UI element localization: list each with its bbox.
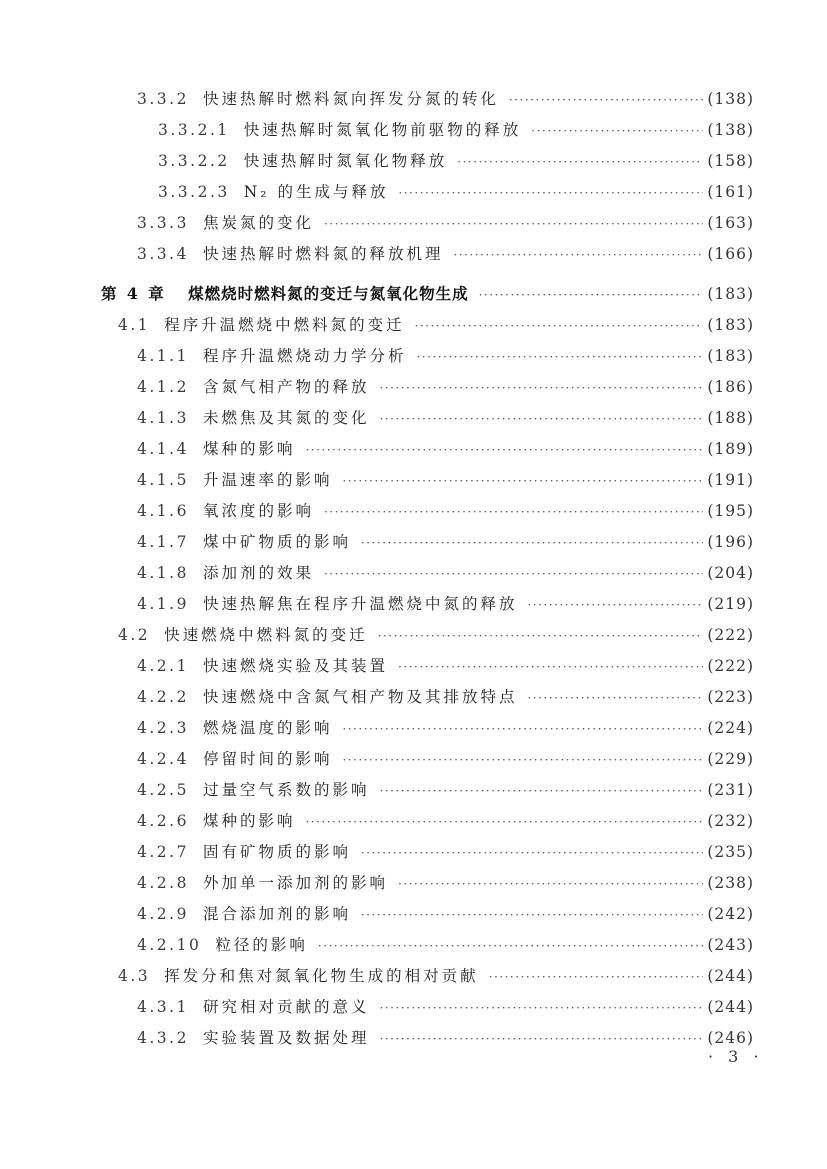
- leader-dots: [342, 474, 703, 488]
- toc-entry: [137, 716, 754, 744]
- entry-title: 快速热解时氮氧化物前驱物的释放: [243, 121, 522, 139]
- entry-title: 快速热解时氮氧化物释放: [243, 152, 448, 170]
- leader-dots: [324, 567, 703, 581]
- toc-entry: [137, 871, 754, 899]
- entry-page: (235): [707, 843, 754, 861]
- entry-page: (246): [707, 1029, 754, 1047]
- entry-title: 混合添加剂的影响: [202, 905, 351, 923]
- toc-entry: [118, 313, 754, 341]
- entry-title: 未燃焦及其氮的变化: [202, 409, 370, 427]
- entry-number: 4.3.2: [137, 1029, 189, 1047]
- entry-title: 煤种的影响: [202, 812, 296, 830]
- entry-number: 4.2.2: [137, 688, 189, 706]
- entry-page: (166): [707, 245, 754, 263]
- toc-entry: [137, 530, 754, 558]
- toc-entry: [158, 180, 754, 208]
- chapter-title: 煤燃烧时燃料氮的变迁与氮氧化物生成: [188, 284, 469, 303]
- entry-page: (244): [707, 998, 754, 1016]
- entry-title: N₂ 的生成与释放: [243, 183, 389, 201]
- entry-title: 焦炭氮的变化: [202, 214, 314, 232]
- toc-entry: [137, 406, 754, 434]
- entry-page: (229): [707, 750, 754, 768]
- leader-dots: [342, 722, 703, 736]
- entry-page: (224): [707, 719, 754, 737]
- toc-entry: [137, 375, 754, 403]
- entry-number: 4.2: [118, 626, 151, 644]
- entry-page: (186): [707, 378, 754, 396]
- toc-entry: [137, 685, 754, 713]
- entry-page: (183): [707, 347, 754, 365]
- entry-title: 快速热解时燃料氮向挥发分氮的转化: [202, 90, 499, 108]
- entry-number: 4.1.7: [137, 533, 189, 551]
- toc-entry: [137, 747, 754, 775]
- entry-page: (222): [707, 626, 754, 644]
- entry-page: (238): [707, 874, 754, 892]
- entry-number: 4.1.2: [137, 378, 189, 396]
- entry-title: 挥发分和焦对氮氧化物生成的相对贡献: [164, 967, 479, 985]
- entry-number: 3.3.2.2: [158, 152, 230, 170]
- leader-dots: [489, 970, 704, 984]
- entry-page: (232): [707, 812, 754, 830]
- entry-title: 程序升温燃烧中燃料氮的变迁: [164, 316, 405, 334]
- leader-dots: [416, 350, 703, 364]
- chapter-number: 第 4 章: [101, 284, 167, 303]
- entry-number: 4.2.9: [137, 905, 189, 923]
- leader-dots: [457, 155, 703, 169]
- entry-number: 4.1.9: [137, 595, 189, 613]
- entry-number: 4.1.1: [137, 347, 189, 365]
- entry-title: 过量空气系数的影响: [202, 781, 370, 799]
- entry-page: (138): [707, 90, 754, 108]
- entry-number: 3.3.4: [137, 245, 189, 263]
- leader-dots: [379, 381, 703, 395]
- entry-title: 快速燃烧中含氮气相产物及其排放特点: [202, 688, 518, 706]
- entry-page: (223): [707, 688, 754, 706]
- leader-dots: [361, 846, 703, 860]
- toc-entry: [137, 654, 754, 682]
- entry-page: (183): [707, 285, 754, 303]
- entry-page: (222): [707, 657, 754, 675]
- entry-page: (188): [707, 409, 754, 427]
- entry-number: 4.1: [118, 316, 151, 334]
- entry-title: 添加剂的效果: [202, 564, 314, 582]
- leader-dots: [305, 815, 703, 829]
- entry-number: 4.2.5: [137, 781, 189, 799]
- entry-number: 3.3.3: [137, 214, 189, 232]
- entry-number: 4.2.6: [137, 812, 189, 830]
- toc-entry: [137, 437, 754, 465]
- entry-number: 4.2.7: [137, 843, 189, 861]
- entry-title: 停留时间的影响: [202, 750, 333, 768]
- leader-dots: [361, 536, 703, 550]
- entry-page: (191): [707, 471, 754, 489]
- entry-number: 4.1.3: [137, 409, 189, 427]
- entry-title: 粒径的影响: [215, 936, 308, 954]
- leader-dots: [342, 753, 703, 767]
- leader-dots: [479, 288, 704, 302]
- leader-dots: [379, 1001, 703, 1015]
- entry-page: (183): [707, 316, 754, 334]
- entry-number: 4.1.8: [137, 564, 189, 582]
- entry-page: (243): [707, 936, 754, 954]
- leader-dots: [379, 412, 703, 426]
- toc-entry: [137, 809, 754, 837]
- entry-number: 4.1.5: [137, 471, 189, 489]
- toc-entry: [158, 149, 754, 177]
- leader-dots: [527, 691, 703, 705]
- entry-number: 4.1.6: [137, 502, 189, 520]
- leader-dots: [453, 248, 703, 262]
- entry-page: (219): [707, 595, 754, 613]
- toc-entry: [137, 902, 754, 930]
- entry-title: 煤中矿物质的影响: [202, 533, 351, 551]
- entry-page: (138): [707, 121, 754, 139]
- entry-number: 4.2.4: [137, 750, 189, 768]
- toc-entry: [137, 1026, 754, 1054]
- entry-title: 煤种的影响: [202, 440, 296, 458]
- toc-entry: [137, 468, 754, 496]
- entry-number: 4.3: [118, 967, 151, 985]
- entry-number: 3.3.2: [137, 90, 189, 108]
- toc-entry: [137, 995, 754, 1023]
- toc-entry: [137, 211, 754, 239]
- entry-page: (195): [707, 502, 754, 520]
- entry-page: (196): [707, 533, 754, 551]
- toc-entry: [137, 561, 754, 589]
- leader-dots: [398, 877, 703, 891]
- page-number: · 3 ·: [708, 1047, 764, 1066]
- entry-title: 程序升温燃烧动力学分析: [202, 347, 407, 365]
- toc-entry: [137, 87, 754, 115]
- entry-page: (163): [707, 214, 754, 232]
- toc-entry: [137, 242, 754, 270]
- entry-page: (204): [707, 564, 754, 582]
- entry-page: (158): [707, 152, 754, 170]
- entry-title: 实验装置及数据处理: [202, 1029, 370, 1047]
- leader-dots: [318, 939, 703, 953]
- entry-title: 外加单一添加剂的影响: [202, 874, 388, 892]
- entry-number: 3.3.2.3: [158, 183, 230, 201]
- entry-number: 4.2.1: [137, 657, 189, 675]
- toc-entry: [137, 933, 754, 961]
- leader-dots: [509, 93, 703, 107]
- entry-number: 4.3.1: [137, 998, 189, 1016]
- entry-page: (242): [707, 905, 754, 923]
- toc-entry: [137, 840, 754, 868]
- entry-title: 氧浓度的影响: [202, 502, 314, 520]
- entry-number: 4.1.4: [137, 440, 189, 458]
- entry-number: 3.3.2.1: [158, 121, 230, 139]
- entry-title: 燃烧温度的影响: [202, 719, 333, 737]
- leader-dots: [379, 784, 703, 798]
- leader-dots: [398, 660, 703, 674]
- toc-entry: [118, 623, 754, 651]
- toc-entry: [137, 592, 754, 620]
- entry-page: (161): [707, 183, 754, 201]
- entry-title: 固有矿物质的影响: [202, 843, 351, 861]
- entry-title: 快速燃烧实验及其装置: [202, 657, 388, 675]
- entry-title: 升温速率的影响: [202, 471, 333, 489]
- leader-dots: [378, 629, 704, 643]
- leader-dots: [324, 505, 703, 519]
- entry-title: 含氮气相产物的释放: [202, 378, 370, 396]
- entry-title: 快速热解焦在程序升温燃烧中氮的释放: [202, 595, 518, 613]
- toc-entry: [137, 778, 754, 806]
- toc-entry: [137, 344, 754, 372]
- toc-entry: [118, 964, 754, 992]
- leader-dots: [305, 443, 703, 457]
- leader-dots: [415, 319, 704, 333]
- entry-page: (189): [707, 440, 754, 458]
- toc-entry: [137, 499, 754, 527]
- leader-dots: [361, 908, 703, 922]
- entry-title: 研究相对贡献的意义: [202, 998, 370, 1016]
- entry-number: 4.2.10: [137, 936, 202, 954]
- toc-entry: [158, 118, 754, 146]
- leader-dots: [379, 1032, 703, 1046]
- leader-dots: [398, 186, 703, 200]
- entry-number: 4.2.8: [137, 874, 189, 892]
- entry-page: (244): [707, 967, 754, 985]
- entry-title: 快速燃烧中燃料氮的变迁: [164, 626, 368, 644]
- entry-title: 快速热解时燃料氮的释放机理: [202, 245, 444, 263]
- entry-number: 4.2.3: [137, 719, 189, 737]
- leader-dots: [324, 217, 703, 231]
- leader-dots: [531, 124, 703, 138]
- toc-chapter-entry: [101, 282, 754, 310]
- leader-dots: [527, 598, 703, 612]
- entry-page: (231): [707, 781, 754, 799]
